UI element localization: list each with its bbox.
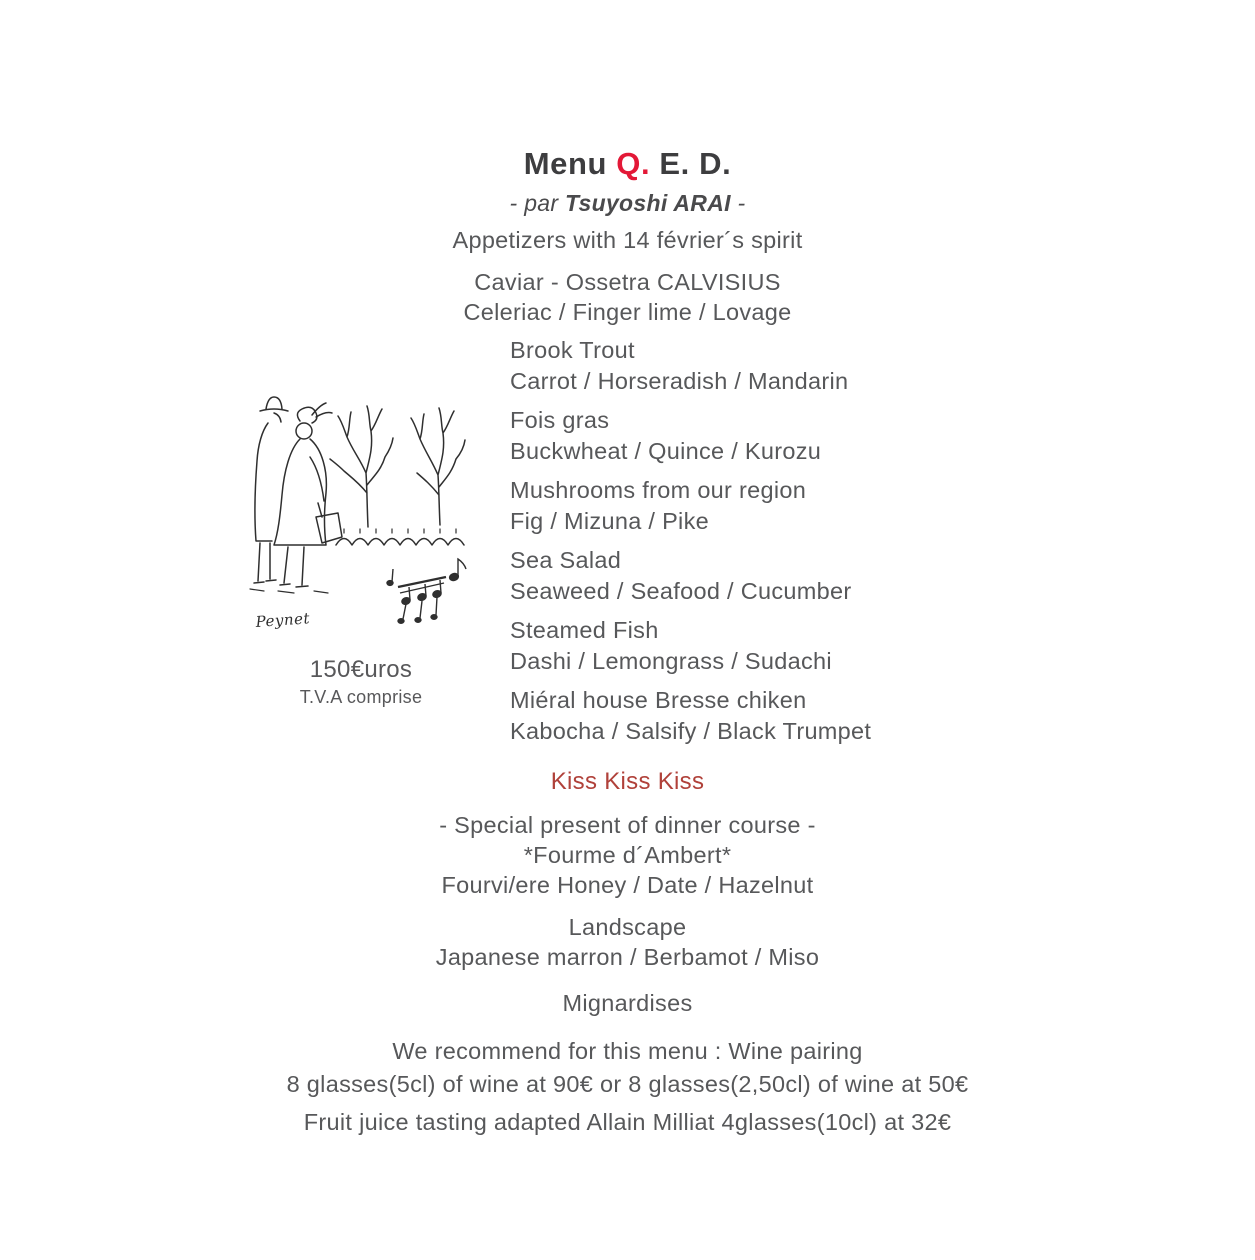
course-name: Fois gras xyxy=(510,407,610,433)
wine-pairing-block xyxy=(0,1035,1255,1101)
chef-byline xyxy=(0,190,1255,217)
course-item xyxy=(510,405,871,466)
course-detail: Dashi / Lemongrass / Sudachi xyxy=(510,647,832,674)
course-detail: Seaweed / Seafood / Cucumber xyxy=(510,577,852,604)
illustration-column xyxy=(230,335,492,755)
course-name: Miéral house Bresse chiken xyxy=(510,687,807,713)
course-detail: Kabocha / Salsify / Black Trumpet xyxy=(510,717,872,744)
course-detail: Buckwheat / Quince / Kurozu xyxy=(510,437,822,464)
kiss-kiss-kiss-heading: Kiss Kiss Kiss xyxy=(550,768,705,795)
course-item xyxy=(510,475,871,536)
course-item xyxy=(510,685,871,746)
bare-tree-icon xyxy=(411,408,465,525)
wine-pairing-line-2: 8 glasses(5cl) of wine at 90€ or 8 glasses(2,50cl) of wine at 50€ xyxy=(286,1071,969,1097)
landscape-name: Landscape xyxy=(568,914,687,940)
mignardises-line: Mignardises xyxy=(562,990,693,1016)
landscape-course xyxy=(0,912,1255,972)
walking-couple xyxy=(250,397,342,593)
peynet-couple-illustration xyxy=(230,375,492,647)
appetizers-intro: Appetizers with 14 février´s spirit xyxy=(452,227,803,253)
menu-price: 150€uros xyxy=(309,656,413,683)
course-item xyxy=(510,615,871,676)
artist-signature: Peynet xyxy=(255,609,311,631)
special-present-block xyxy=(0,810,1255,900)
course-name: Brook Trout xyxy=(510,337,635,363)
hedge-scallops xyxy=(336,529,464,545)
course-list xyxy=(492,335,871,755)
course-detail: Carrot / Horseradish / Mandarin xyxy=(510,367,849,394)
course-item xyxy=(510,545,871,606)
tax-note: T.V.A comprise xyxy=(299,687,423,707)
course-item xyxy=(510,335,871,396)
music-note-dog xyxy=(387,559,466,623)
course-name: Steamed Fish xyxy=(510,617,659,643)
course-name: Mushrooms from our region xyxy=(510,477,807,503)
chef-name: Tsuyoshi ARAI xyxy=(565,190,731,216)
landscape-detail: Japanese marron / Berbamot / Miso xyxy=(435,944,820,970)
middle-section xyxy=(0,335,1255,755)
fruit-juice-line: Fruit juice tasting adapted Allain Milliat 4glasses(10cl) at 32€ xyxy=(303,1109,952,1135)
caviar-name: Caviar - Ossetra CALVISIUS xyxy=(474,269,781,295)
wine-pairing-line-1: We recommend for this menu : Wine pairing xyxy=(392,1038,863,1064)
special-line-1: - Special present of dinner course - xyxy=(439,812,816,838)
title-menu-word: Menu xyxy=(523,146,617,181)
course-name: Sea Salad xyxy=(510,547,622,573)
caviar-detail: Celeriac / Finger lime / Lovage xyxy=(463,299,792,325)
course-detail: Fig / Mizuna / Pike xyxy=(510,507,709,534)
byline-par: - par xyxy=(509,190,566,216)
title-accent-letter: Q. xyxy=(616,146,651,181)
page-title xyxy=(0,0,1255,182)
byline-dash: - xyxy=(730,190,746,216)
bare-tree-icon xyxy=(330,406,393,527)
caviar-course xyxy=(0,267,1255,327)
special-line-2: *Fourme d´Ambert* xyxy=(523,842,732,868)
title-rest: E. D. xyxy=(650,146,732,181)
special-line-3: Fourvi/ere Honey / Date / Hazelnut xyxy=(441,872,814,898)
